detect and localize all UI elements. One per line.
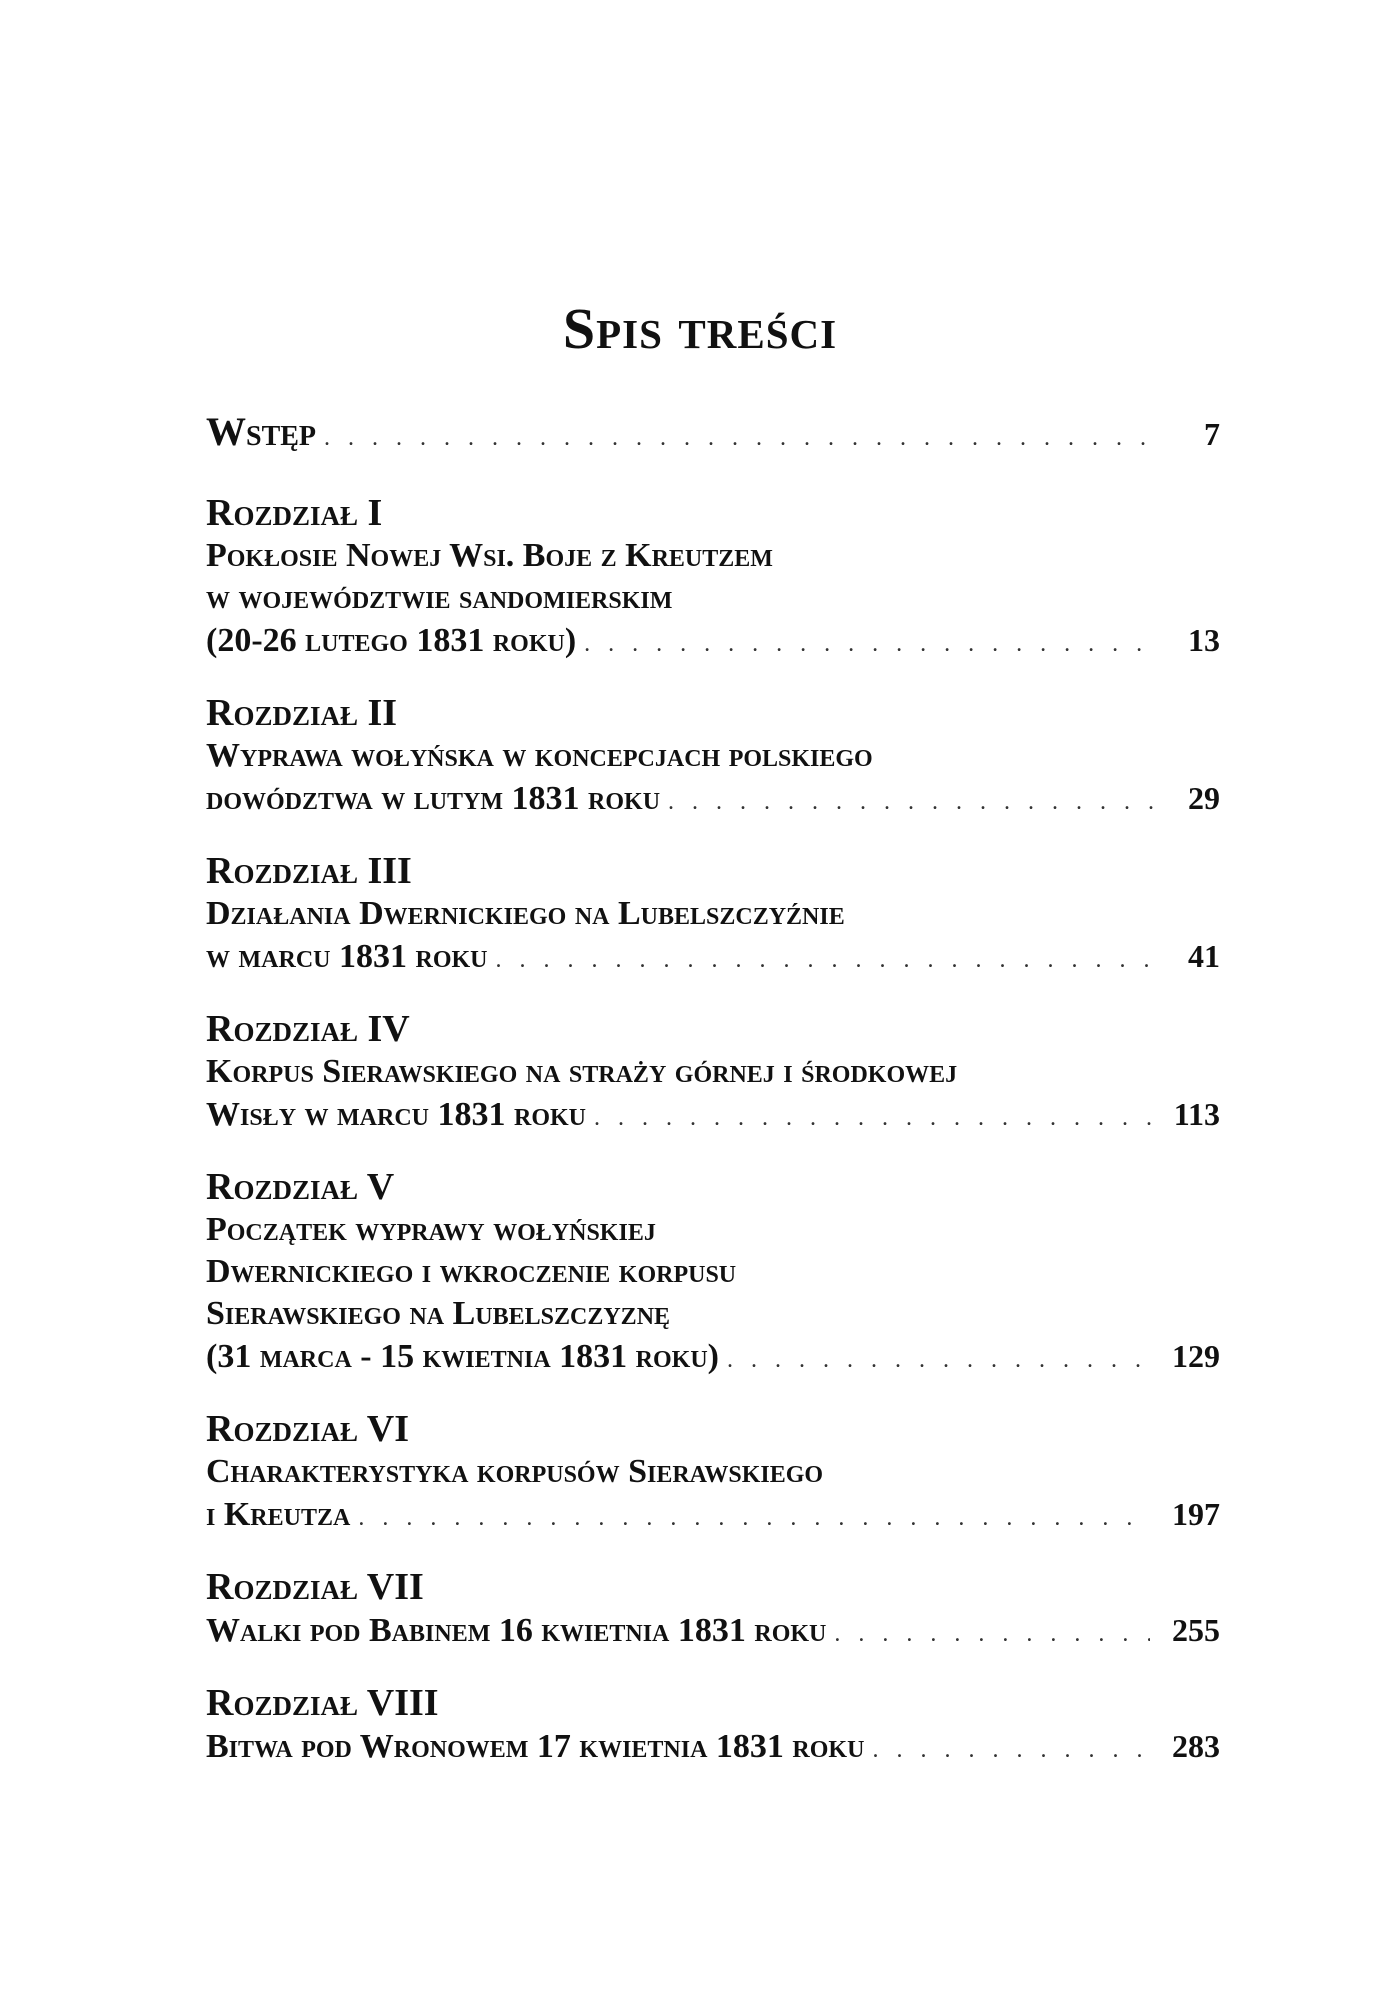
chapter-title xyxy=(206,535,1220,665)
chapter-title-line: dowództwa w lutym 1831 roku xyxy=(206,780,661,817)
table-of-contents xyxy=(206,408,1220,1797)
chapter-title-line: i Kreutza xyxy=(206,1496,351,1533)
page-number: 41 xyxy=(1188,938,1220,974)
chapter-title xyxy=(206,1209,1220,1381)
toc-line xyxy=(206,1335,1220,1381)
chapter-title xyxy=(206,1051,1220,1139)
chapter-label: Rozdział V xyxy=(206,1166,395,1208)
page-title: Spis treści xyxy=(562,296,838,361)
dot-leader xyxy=(668,781,1158,823)
dot-leader xyxy=(584,623,1158,665)
chapter-title xyxy=(206,1609,1220,1655)
page-number: 255 xyxy=(1172,1612,1220,1648)
chapter-title-line: w województwie sandomierskim xyxy=(206,579,673,616)
chapter-title-line: (20-26 lutego 1831 roku) xyxy=(206,622,577,659)
chapter-title xyxy=(206,893,1220,981)
chapter-title-line: Bitwa pod Wronowem 17 kwietnia 1831 roku xyxy=(206,1728,865,1765)
chapter-title-line: w marcu 1831 roku xyxy=(206,938,488,975)
chapter-label: Rozdział IV xyxy=(206,1008,410,1050)
page-number: 13 xyxy=(1188,622,1220,658)
chapter-title-line: Korpus Sierawskiego na straży górnej i środkowej xyxy=(206,1053,958,1090)
toc-line xyxy=(206,777,1220,823)
chapter-title xyxy=(206,1725,1220,1771)
dot-leader xyxy=(358,1497,1150,1539)
chapter-title-line: Wisły w marcu 1831 roku xyxy=(206,1096,587,1133)
chapter-title xyxy=(206,1451,1220,1539)
chapter-title-line: Początek wyprawy wołyńskiej xyxy=(206,1211,656,1248)
page-number: 197 xyxy=(1172,1496,1220,1532)
chapter-title-line: Dwernickiego i wkroczenie korpusu xyxy=(206,1253,737,1290)
page-number: 129 xyxy=(1172,1338,1220,1374)
dot-leader xyxy=(834,1613,1150,1655)
toc-entry-chapter-1 xyxy=(206,491,1220,665)
chapter-label: Rozdział VII xyxy=(206,1566,424,1608)
chapter-title-line: Działania Dwernickiego na Lubelszczyźnie xyxy=(206,895,845,932)
chapter-title-line: Wyprawa wołyńska w koncepcjach polskiego xyxy=(206,737,873,774)
toc-line xyxy=(206,1093,1220,1139)
chapter-title-line: (31 marca - 15 kwietnia 1831 roku) xyxy=(206,1338,719,1375)
chapter-title-line: Charakterystyka korpusów Sierawskiego xyxy=(206,1453,824,1490)
toc-entry-chapter-5 xyxy=(206,1165,1220,1381)
chapter-label: Rozdział VI xyxy=(206,1408,410,1450)
chapter-label: Rozdział VIII xyxy=(206,1682,439,1724)
dot-leader xyxy=(495,939,1158,981)
toc-entry-chapter-2 xyxy=(206,691,1220,823)
toc-entry-chapter-7 xyxy=(206,1565,1220,1655)
dot-leader xyxy=(324,425,1158,452)
toc-entry-chapter-3 xyxy=(206,849,1220,981)
toc-line xyxy=(206,1609,1220,1655)
chapter-title-line: Sierawskiego na Lubelszczyznę xyxy=(206,1295,671,1332)
chapter-label: Rozdział II xyxy=(206,692,398,734)
page-number: 29 xyxy=(1188,780,1220,816)
toc-entry-chapter-4 xyxy=(206,1007,1220,1139)
chapter-label: Rozdział III xyxy=(206,850,412,892)
toc-line xyxy=(206,935,1220,981)
page-number: 7 xyxy=(1204,416,1220,452)
toc-line xyxy=(206,619,1220,665)
toc-entry-chapter-6 xyxy=(206,1407,1220,1539)
chapter-title xyxy=(206,735,1220,823)
chapter-label: Rozdział I xyxy=(206,492,383,534)
dot-leader xyxy=(872,1729,1150,1771)
dot-leader xyxy=(727,1339,1150,1381)
page-number: 283 xyxy=(1172,1728,1220,1764)
toc-line xyxy=(206,408,1220,455)
toc-entry-intro xyxy=(206,408,1220,455)
dot-leader xyxy=(594,1097,1152,1139)
chapter-title-line: Walki pod Babinem 16 kwietnia 1831 roku xyxy=(206,1612,827,1649)
chapter-title-line: Pokłosie Nowej Wsi. Boje z Kreutzem xyxy=(206,537,773,574)
toc-line xyxy=(206,1725,1220,1771)
page-number: 113 xyxy=(1173,1096,1220,1132)
intro-title: Wstęp xyxy=(206,409,317,454)
toc-line xyxy=(206,1493,1220,1539)
toc-entry-chapter-8 xyxy=(206,1681,1220,1771)
